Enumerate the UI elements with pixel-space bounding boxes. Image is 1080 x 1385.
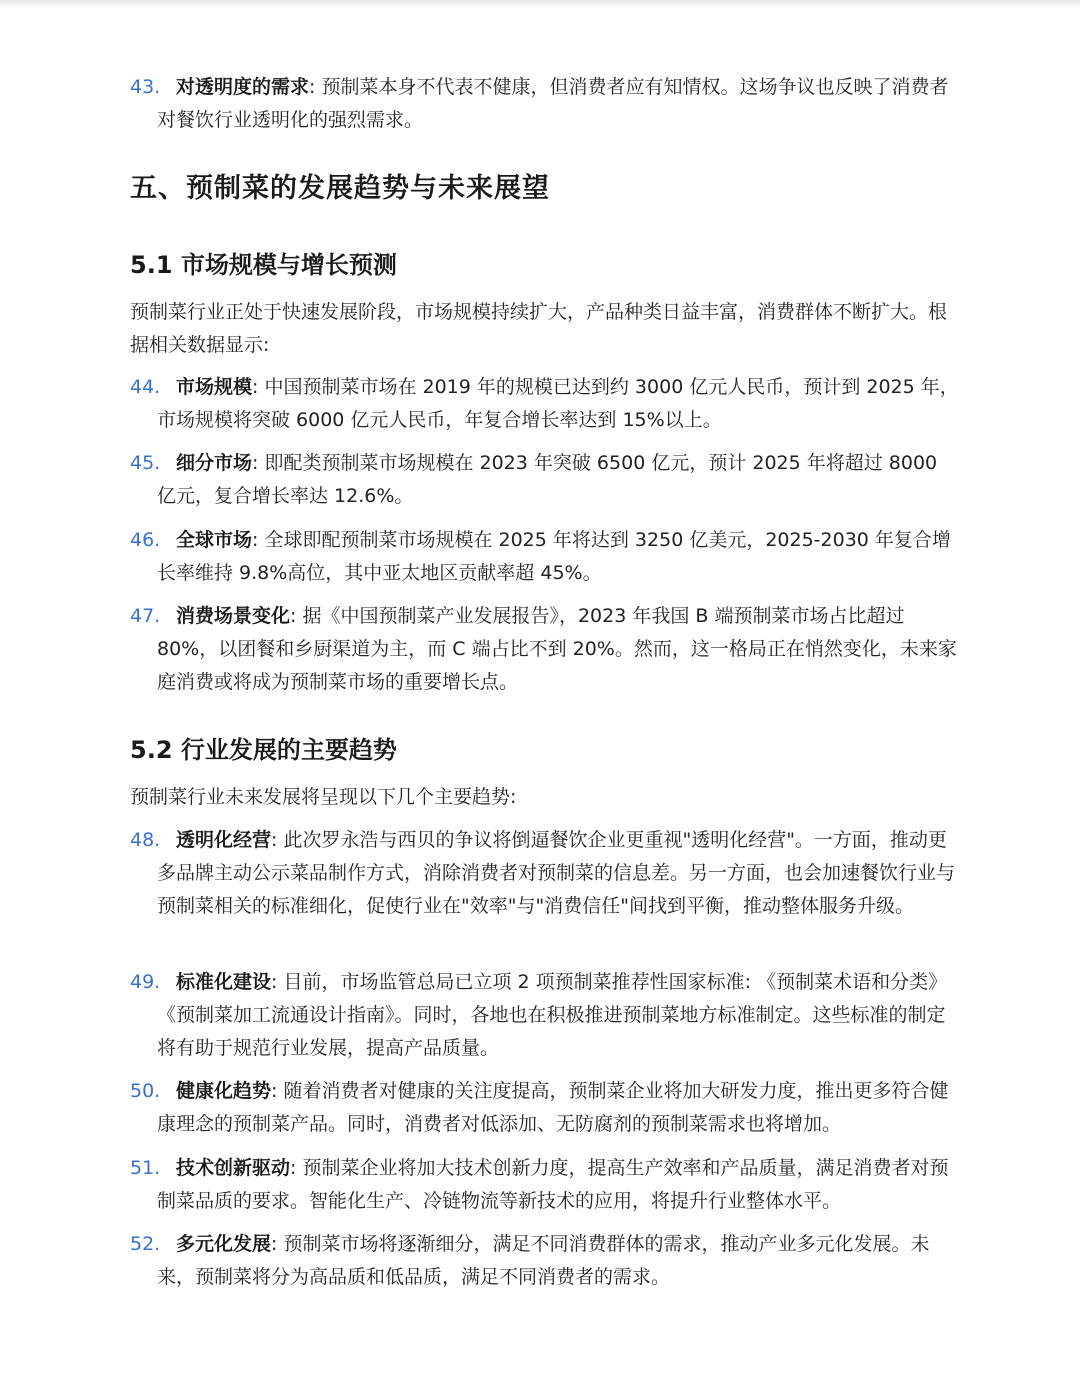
list-term: 消费场景变化 [176, 605, 291, 627]
list-text: : 预制菜市场将逐渐细分，满足不同消费群体的需求，推动产业多元化发展。未来，预制菜将分为高品质和低品质，满足不同消费者的需求。 [157, 1233, 930, 1288]
subsection-intro-5-2: 预制菜行业未来发展将呈现以下几个主要趋势: [130, 786, 517, 808]
list-term: 技术创新驱动 [176, 1157, 291, 1179]
list-item-51 [130, 1152, 960, 1218]
list-item-47 [130, 600, 960, 699]
list-number: 43. [130, 76, 161, 98]
section-heading: 五、预制菜的发展趋势与未来展望 [130, 173, 550, 204]
list-number: 49. [130, 971, 161, 993]
list-item-45 [130, 447, 960, 513]
list-number: 52. [130, 1233, 161, 1255]
list-term: 对透明度的需求 [176, 76, 310, 98]
list-number: 50. [130, 1080, 161, 1102]
list-term: 市场规模 [176, 376, 253, 398]
list-item-49 [130, 966, 960, 1065]
list-number: 45. [130, 452, 161, 474]
list-term: 细分市场 [176, 452, 253, 474]
list-term: 透明化经营 [176, 829, 272, 851]
list-item-46 [130, 524, 960, 590]
list-text: : 预制菜企业将加大技术创新力度，提高生产效率和产品质量，满足消费者对预制菜品质的要求。智能化生产、冷链物流等新技术的应用，将提升行业整体水平。 [157, 1157, 949, 1212]
list-text: : 中国预制菜市场在 2019 年的规模已达到约 3000 亿元人民币，预计到 2025 年，市场规模将突破 6000 亿元人民币，年复合增长率达到 15%以上。 [157, 376, 959, 431]
list-number: 46. [130, 529, 161, 551]
list-item-44 [130, 371, 960, 437]
list-text: : 此次罗永浩与西贝的争议将倒逼餐饮企业更重视"透明化经营"。一方面，推动更多品牌主动公示菜品制作方式，消除消费者对预制菜的信息差。另一方面，也会加速餐饮行业与预制菜相关的标准细化，促使行业在"效率"与"消费信任"间找到平衡，推动整体服务升级。 [157, 829, 956, 917]
list-item-48 [130, 824, 960, 923]
list-text: : 全球即配预制菜市场规模在 2025 年将达到 3250 亿美元，2025-2030 年复合增长率维持 9.8%高位，其中亚太地区贡献率超 45%。 [157, 529, 951, 584]
subsection-heading-5-2: 5.2 行业发展的主要趋势 [130, 736, 397, 764]
list-text: : 据《中国预制菜产业发展报告》，2023 年我国 B 端预制菜市场占比超过 80%，以团餐和乡厨渠道为主，而 C 端占比不到 20%。然而，这一格局正在悄然变化，未来家庭消费或将成为预制菜市场的重要增长点。 [157, 605, 957, 693]
list-item-50 [130, 1075, 960, 1141]
list-item-52 [130, 1228, 960, 1294]
list-number: 51. [130, 1157, 161, 1179]
list-item-43 [130, 71, 960, 137]
list-text: : 预制菜本身不代表不健康，但消费者应有知情权。这场争议也反映了消费者对餐饮行业透明化的强烈需求。 [157, 76, 949, 131]
list-term: 多元化发展 [176, 1233, 272, 1255]
list-number: 44. [130, 376, 161, 398]
list-number: 48. [130, 829, 161, 851]
list-text: : 随着消费者对健康的关注度提高，预制菜企业将加大研发力度，推出更多符合健康理念的预制菜产品。同时，消费者对低添加、无防腐剂的预制菜需求也将增加。 [157, 1080, 949, 1135]
list-term: 标准化建设 [176, 971, 272, 993]
list-text: : 即配类预制菜市场规模在 2023 年突破 6500 亿元，预计 2025 年将超过 8000 亿元，复合增长率达 12.6%。 [157, 452, 938, 507]
list-number: 47. [130, 605, 161, 627]
subsection-intro-5-1: 预制菜行业正处于快速发展阶段，市场规模持续扩大，产品种类日益丰富，消费群体不断扩大。根据相关数据显示: [130, 301, 948, 356]
list-term: 全球市场 [176, 529, 253, 551]
list-text: : 目前，市场监管总局已立项 2 项预制菜推荐性国家标准: 《预制菜术语和分类》《预制菜加工流通设计指南》。同时，各地也在积极推进预制菜地方标准制定。这些标准的制定将有助于规范行业发展，提高产品质量。 [157, 971, 948, 1059]
list-term: 健康化趋势 [176, 1080, 272, 1102]
subsection-heading-5-1: 5.1 市场规模与增长预测 [130, 251, 397, 279]
